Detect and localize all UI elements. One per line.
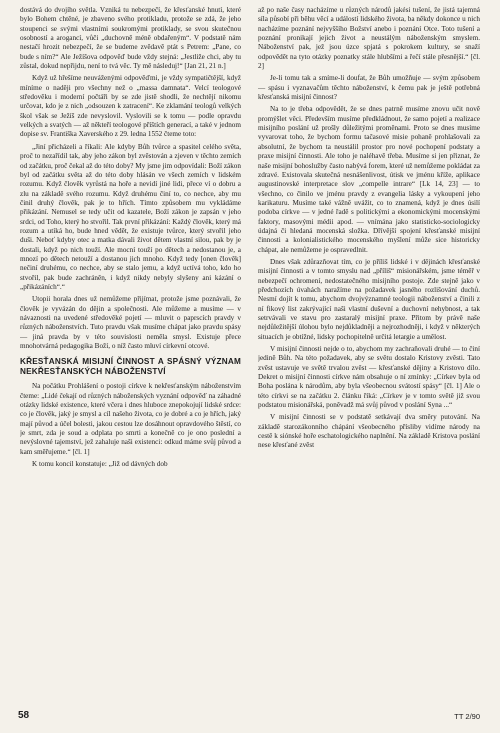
page-number: 58 (18, 710, 30, 721)
paragraph: až po naše časy nacházíme u různých národů jakési tušení, že jistá tajemná síla působí při běhu věcí a událostí lidského života, ba někdy dokonce u nich nacházíme poznání nejvyššího Božství anebo i poznání Otce. Toto tušení a poznání pronikají jejich život a neustálým náboženským smyslem. Náboženství pak, jež jsou úzce spjatá s pokrokem kultury, se snaží odpovědět na tyto otázky poznatky stále hlubšími a řečí stále přesnější.“ [čl. 2] (258, 6, 480, 71)
paragraph: Utopii horala dnes už nemůžeme přijímat, protože jsme poznávali, že člověk je vyvázán do dějin a společnosti. Ale můžeme a musíme — v návaznosti na uvedené středověké pojetí — mluvit o paprscích pravdy v různých náboženstvích. Tuto pravdu však musíme chápat jako pravdu spásy — jiná pravda by v této souvislosti neměla smysl. Existuje přece mnohotvárná pedagogika Boží, o níž často mluví církevní otcové. (20, 295, 241, 351)
paragraph: K tomu koncil konstatuje: „Již od dávných dob (32, 460, 168, 469)
section-heading: KŘESŤANSKÁ MISIJNÍ ČINNOST A SPÁSNÝ VÝZNAM NEKŘESŤANSKÝCH NÁBOŽENSTVÍ (20, 357, 241, 377)
paragraph: Na počátku Prohlášení o postoji církve k nekřesťanským náboženstvím čteme: „Lidé čekají od různých náboženských vyznání odpověď na záhadné otázky lidské existence, které včera i dnes hluboce znepokojují lidské srdce: co je člověk, jaký je smysl a cíl našeho života, co je dobré a co je hřích, jaký mají původ a účel bolesti, jakou cestou lze dosáhnout opravdového štěstí, co je smrt, zda je soud a odplata po smrti a konečně co je ono poslední a nevýslovné tajemství, jež zahaluje naši existenci: odkud máme svůj původ a kam směřujeme.“ [čl. 1] (20, 382, 241, 456)
paragraph: V misijní činnosti se v podstatě setkávají dva směry putování. Na základě starozákonního chápání všeobecného přísliby vidíme národy na cestě k siónské hoře eschatologického naplnění. Na základě Kristova poslání nese křesťané zvěst (258, 413, 480, 450)
quotation-paragraph: „Jiní přicházeli a říkali: Ale kdyby Bůh tvůrce a spasitel celého světa, proč to nezařídil tak, aby jeho zákon byl zvěstován a zjeven v těchto zemích od začátku, proč čekal až do této doby? My jsme jim odpovídali: Boží zákon byl od začátku světa až do této doby hlásán ve všech zemích v lidském rozumu. Když člověk vyrůstá na hoře a nevidí jiné lidi, přece ví o dobru a zlu na základě svého rozumu. Když druhému činí to, co nechce, aby mu činil druhý člověk, pak je to hřích. Tímto způsobem mu vykládáme přikázání. Nemusel se tedy učit od kazatele, Boží zákon je zapsán v jeho srdci, od Toho, který ho stvořil. Tak první přikázání: Každý člověk, který má rozum a utíká ho, bude hned vědět, že existuje tvůrce, který stvořil jeho duši. Neboť kdyby otec a matka dávali život dětem vlastní silou, pak by je dostali, když po nich touží. Ale mocní touží po dětech a nedostanou je, a mnozí po dětech netouží a dostanou jich mnoho. Když tedy [onen člověk] nečiní druhému, co nechce, aby se stalo jemu, a když uctívá toho, kdo ho stvořil, pak bude zachráněn, i když nikdy nebyly slyšeny ani kázání o „přikázáních“.“ (20, 142, 241, 291)
paragraph: V misijní činnosti nejde o to, abychom my zachraňovali druhé — to činí jedině Bůh. Na této požadavek, aby se světu dostalo Kristovy zvěsti. Tato zvěst ustavuje ve světě trvalou zvěst — křesťanské dějiny a Kristovo dílo. Dekret o misijní činnosti církve nám obsahuje o ní zmínky: „Církev byla od Boha poslána k národům, aby byla všeobecnou svátostí spásy“ [čl. 1] Ale o této církvi se na začátku 2. článku říká: „Církev je v tomto světě již svou podstatou misionářská, poněvadž má svůj původ v poslání Syna ...“ (258, 345, 480, 410)
paragraph: Dnes však zdůrazňovat tím, co je příliš lidské i v dějinách křesťanské misijní činnosti a v tomto smyslu nad „příliš“ misionářském, jsme téměř v nebezpečí ochromení, nedostatečného misijního postoje. Zde stejně jako v předchozích úvahách naražíme na požadavek jasného rozlišování duchů. Nesmí dojít k tomu, abychom dvojvýznamné teologii náboženství a činili z ní fikový list zakrývající naši vlastní duševní a duchovní nehybnost, a tak setrvávali ve stavu pro zastaralý misijní praxe. Přitom by právě naše nejdůležitější úlohou bylo nejdůkladněji a nejrozhodněji, i když v některých situacích je obtížné, lidsky pochopitelně určitá letargie a umělost. (258, 257, 480, 341)
paragraph: Na to je třeba odpovědět, že se dnes patrně musíme znovu učit nově promýšlet věci. Především musíme předkládnout, že samo pojetí a realizace misijního poslání už prošly důležitými proměnami. Proto se dnes musíme vyvarovat toho, že bychom formu tačasové misie pohaně prohlašovali za absolutní, že bychom ta neustálil prostor pro nové pochopení podstaty a praxe misijní činnosti. Ale toho je naléhavě třeba. Musíme si jen přiznat, že naše misijní bohoslužby často nabývá forem, které už nemůžeme pokládat za zdravé. Existovala skutečná nesnášenlivost, útisk ve jménu kříže, aplikace augustinovské interpretace slov „compelle intrare“ [Lk 14, 23] — to všechno, co činilo ve jménu pravdy z evangelia lásky a vykoupení jeho karikaturu. Musíme také vážně uvážit, co to znamená, když je dnes úsilí podoba církve — v jedné řadě s politickými a ekonomickými mocenskými faktory, masovými médii apod. — vnímána jako statisticko-sociologicky údajná či hledaná mocenská složka. Dřívější spojení křesťanské misijní činnosti a kolonialistického mocenského myšlení může sice historicky chápat, ale nemůžeme je ospravedlnit. (258, 105, 480, 254)
right-column (258, 6, 480, 692)
left-column (20, 6, 241, 692)
paragraph: dostává do dvojího světla. Vzniká tu nebezpečí, že křesťanské hnutí, které bylo Bohem chtěné, je zbaveno svého protikladu, protože se zdá, že jeho stoupenci se svými vlastními soukromými protiklady, se svou skutečnou osobností a arogancí, vůči „duchovně méně obdařeným“. V podstatě nám nestačí hrozit nebezpečí, že se budeme zvědavě ptát s Petrem: „Pane, co bude s ním?“ Ale Ježíšova odpověď bude vždy stejná: „Jestliže chci, aby tu zůstal, dokud nepřijdu, není to tvá věc. Ty mě následuj!“ [Jan 21, 21 n.] (20, 6, 241, 71)
paragraph: Když už hřešíme neuváženými odpověďmi, je vždy sympatičtější, když míníme o naději pro všechny než o „massa damnata“. Velcí teologové středověku i moderní počtáři by se zde jistě shodli, že nechtějí nikomu určovat, kdo je z nich „odsouzen k zatracení“. Ke zklamání teologů velkých škol však se Ježíš zde nevyslovil. Vyslovili se k tomu — podle opravdu velkých a svatých — až někteří teologové příštích generací, a také v jednom dopise sv. Františka Xaverského z 29. ledna 1552 čteme toto: (20, 74, 241, 139)
journal-reference: TT 2/90 (454, 712, 480, 721)
paragraph: Je-li tomu tak a smíme-li doufat, že Bůh umožňuje — svým způsobem — spásu i vyznavačům těchto náboženství, k čemu pak je ještě potřebná křesťanská misijní činnost? (258, 74, 480, 102)
